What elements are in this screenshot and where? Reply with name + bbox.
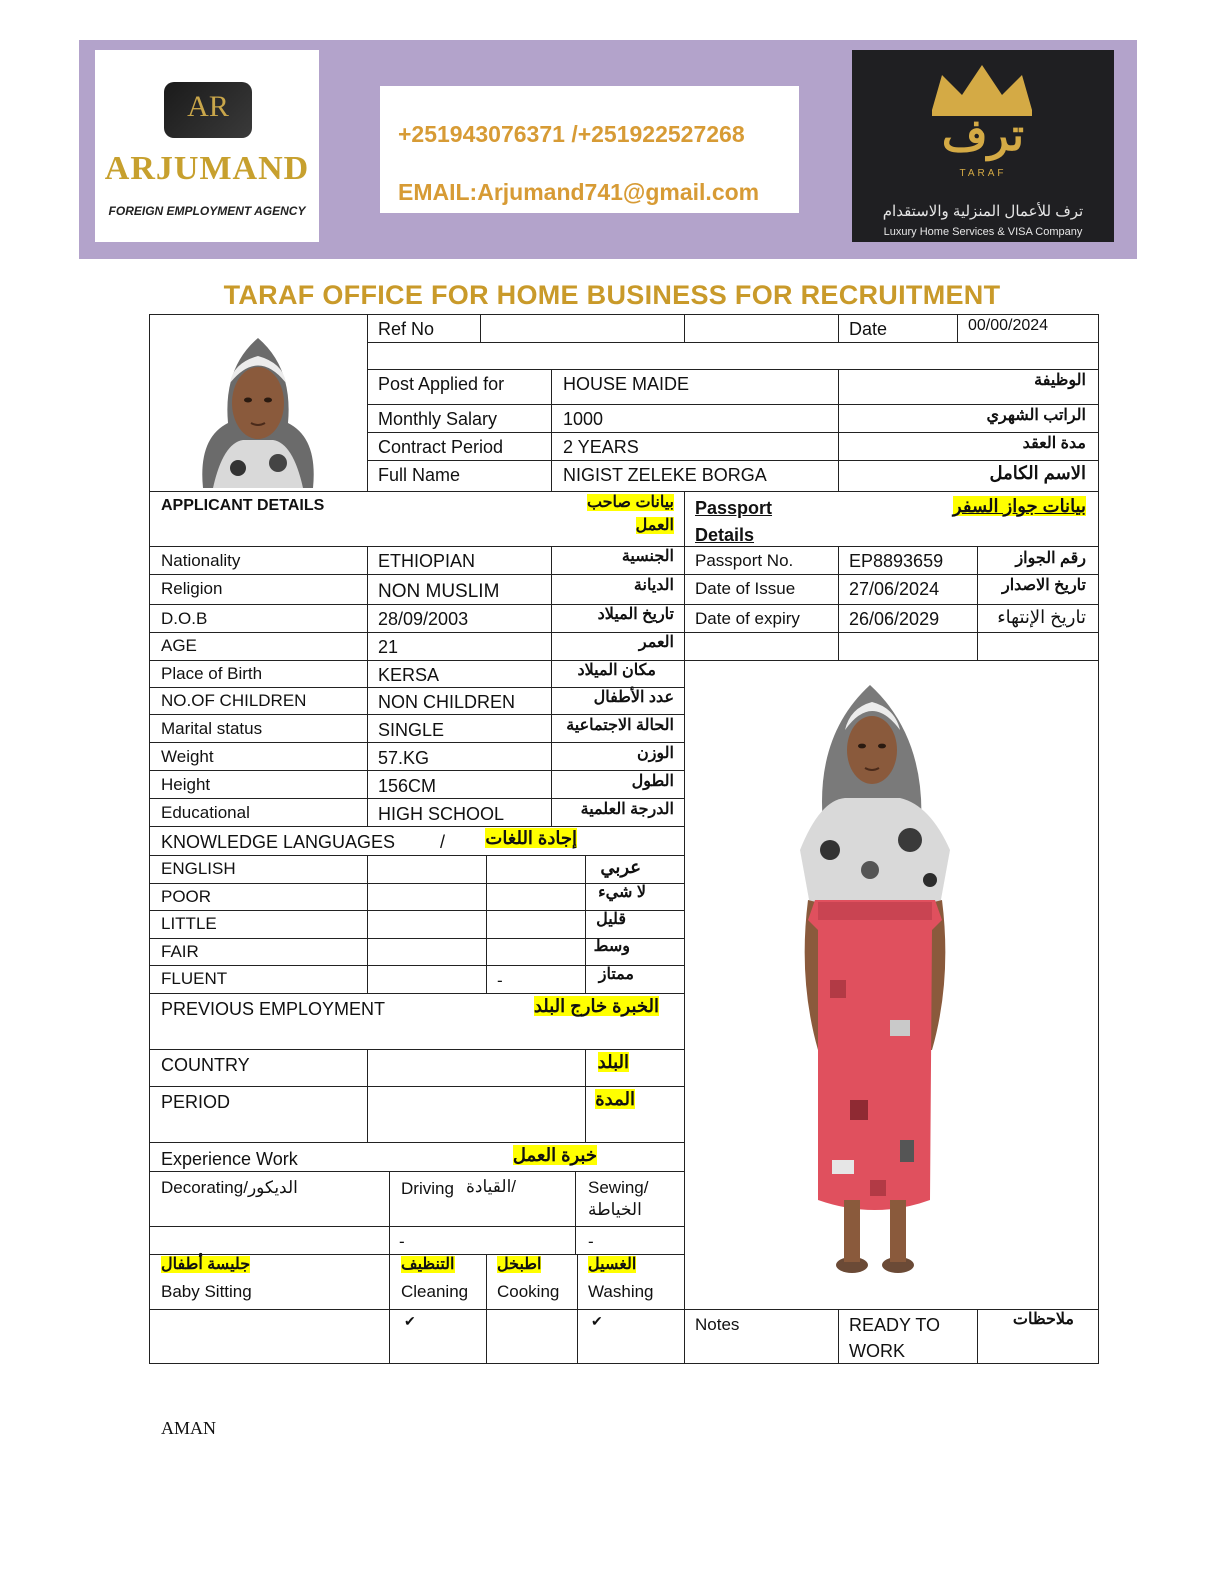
arjumand-brand: ARJUMAND [104, 150, 310, 187]
expiry-date-label: Date of expiry [695, 609, 800, 628]
sewing-mark: - [588, 1232, 594, 1251]
height-label-ar: الطول [631, 773, 674, 790]
marital-label: Marital status [161, 719, 263, 738]
washing-label: Washing [588, 1282, 654, 1301]
religion-value: NON MUSLIM [378, 581, 500, 602]
arjumand-monogram [164, 82, 252, 138]
country-label-ar: البلد [597, 1052, 629, 1072]
taraf-arabic-line: ترف للأعمال المنزلية والاستقدام [882, 203, 1084, 220]
weight-label: Weight [161, 747, 214, 766]
baby-sitting-label: Baby Sitting [161, 1282, 252, 1301]
expiry-date-label-ar: تاريخ الإنتهاء [997, 607, 1086, 627]
taraf-name: TARAF [959, 168, 1007, 179]
post-label-ar: الوظيفة [1034, 372, 1086, 389]
contract-label: Contract Period [378, 437, 504, 457]
contract-value: 2 YEARS [563, 437, 639, 457]
applicant-portrait-photo [183, 328, 333, 488]
footer-text: AMAN [161, 1418, 217, 1438]
arjumand-logo [95, 50, 319, 242]
weight-label-ar: الوزن [636, 745, 674, 762]
arjumand-subtitle: FOREIGN EMPLOYMENT AGENCY [108, 204, 306, 218]
baby-sitting-ar: جليسة أطفال [161, 1256, 251, 1273]
applicant-heading-ar-1: بيانات صاحب [586, 494, 674, 511]
washing-check: ✔ [591, 1313, 603, 1329]
dob-label-ar: تاريخ الميلاد [597, 606, 674, 623]
previous-employment-heading-ar: الخبرة خارج البلد [533, 996, 659, 1016]
previous-employment-heading: PREVIOUS EMPLOYMENT [161, 999, 386, 1019]
applicant-details-heading: APPLICANT DETAILS [161, 497, 325, 514]
education-label: Educational [161, 803, 250, 822]
taraf-arabic-mark: ترف [941, 110, 1025, 161]
level-fluent-label: FLUENT [161, 969, 228, 988]
level-poor-ar: لا شيء [598, 884, 646, 901]
taraf-english-line: Luxury Home Services & VISA Company [883, 226, 1083, 238]
height-value: 156CM [378, 776, 437, 796]
taraf-logo [852, 50, 1114, 242]
issue-date-label-ar: تاريخ الاصدار [1001, 577, 1086, 594]
contract-label-ar: مدة العقد [1022, 435, 1086, 452]
salary-label-ar: الراتب الشهري [986, 407, 1086, 424]
driving-label-ar: /القيادة [466, 1177, 517, 1196]
date-value: 00/00/2024 [968, 317, 1049, 334]
notes-value-line-1: READY TO [849, 1315, 941, 1335]
nationality-label: Nationality [161, 551, 241, 570]
languages-heading-ar: إجادة اللغات [485, 828, 577, 848]
monogram-text: AR [187, 90, 229, 123]
ref-no-label: Ref No [378, 319, 435, 339]
period-label-ar: المدة [595, 1089, 635, 1109]
applicant-heading-ar-2: العمل [635, 517, 674, 534]
nationality-label-ar: الجنسية [621, 548, 674, 565]
issue-date-value: 27/06/2024 [849, 579, 940, 599]
dob-value: 28/09/2003 [378, 609, 469, 629]
sewing-label: Sewing/ [588, 1178, 649, 1197]
birth-place-value: KERSA [378, 665, 440, 685]
languages-heading: KNOWLEDGE LANGUAGES [161, 832, 396, 852]
full-name-label-ar: الاسم الكامل [989, 463, 1086, 483]
language-arabic-label: عربي [600, 857, 641, 877]
level-little-ar: قليل [596, 911, 626, 928]
page-title: TARAF OFFICE FOR HOME BUSINESS FOR RECRUITMENT [223, 280, 1001, 310]
full-name-value: NIGIST ZELEKE BORGA [563, 465, 767, 485]
weight-value: 57.KG [378, 748, 430, 768]
languages-slash: / [440, 832, 446, 852]
religion-label: Religion [161, 579, 223, 598]
cooking-label: Cooking [497, 1282, 560, 1301]
level-fair-label: FAIR [161, 942, 199, 961]
children-value: NON CHILDREN [378, 692, 516, 712]
cooking-ar: اطبخل [497, 1256, 542, 1273]
children-label-ar: عدد الأطفال [593, 689, 674, 706]
nationality-value: ETHIOPIAN [378, 551, 476, 571]
notes-label-ar: ملاحظات [1012, 1311, 1074, 1328]
passport-no-value: EP8893659 [849, 551, 944, 571]
passport-no-label-ar: رقم الجواز [1015, 550, 1086, 567]
passport-heading-1: Passport [695, 498, 773, 518]
cleaning-ar: التنظيف [401, 1256, 455, 1273]
age-value: 21 [378, 637, 399, 657]
children-label: NO.OF CHILDREN [161, 691, 307, 710]
passport-heading-ar: بيانات جواز السفر [952, 496, 1086, 516]
applicant-full-body-photo [770, 680, 980, 1282]
issue-date-label: Date of Issue [695, 579, 796, 598]
height-label: Height [161, 775, 211, 794]
age-label: AGE [161, 636, 197, 655]
experience-heading: Experience Work [161, 1149, 298, 1169]
education-label-ar: الدرجة العلمية [580, 801, 674, 818]
marital-value: SINGLE [378, 720, 445, 740]
driving-mark: - [399, 1232, 405, 1251]
religion-label-ar: الديانة [633, 577, 674, 594]
washing-ar: الغسيل [588, 1256, 637, 1273]
level-fluent-ar: ممتاز [598, 966, 634, 983]
cleaning-check: ✔ [404, 1313, 416, 1329]
notes-label: Notes [695, 1315, 740, 1334]
sewing-label-ar: الخياطة [588, 1200, 642, 1219]
decorating-label: Decorating/الديكور [161, 1178, 298, 1197]
level-poor-label: POOR [161, 887, 212, 906]
language-english-label: ENGLISH [161, 859, 236, 878]
notes-value-line-2: WORK [849, 1341, 905, 1361]
level-fair-ar: وسط [593, 938, 630, 955]
birth-place-label: Place of Birth [161, 664, 263, 683]
passport-no-label: Passport No. [695, 551, 794, 570]
marital-label-ar: الحالة الاجتماعية [566, 717, 674, 734]
passport-heading-2: Details [695, 525, 755, 545]
dob-label: D.O.B [161, 609, 208, 628]
expiry-date-value: 26/06/2029 [849, 609, 940, 629]
contact-phones: +251943076371 /+251922527268 [398, 121, 745, 147]
experience-heading-ar: خبرة العمل [512, 1145, 597, 1165]
period-label: PERIOD [161, 1092, 231, 1112]
country-label: COUNTRY [161, 1055, 250, 1075]
level-fluent-mark: - [497, 971, 503, 990]
cleaning-label: Cleaning [401, 1282, 469, 1301]
age-label-ar: العمر [638, 634, 674, 651]
education-value: HIGH SCHOOL [378, 804, 505, 824]
driving-label: Driving [401, 1179, 454, 1198]
level-little-label: LITTLE [161, 914, 217, 933]
post-label: Post Applied for [378, 374, 505, 394]
full-name-label: Full Name [378, 465, 461, 485]
birth-place-label-ar: مكان الميلاد [577, 662, 656, 679]
salary-label: Monthly Salary [378, 409, 498, 429]
contact-email: EMAIL:Arjumand741@gmail.com [398, 179, 760, 205]
contact-box [380, 86, 799, 213]
salary-value: 1000 [563, 409, 604, 429]
date-label: Date [849, 319, 888, 339]
post-value: HOUSE MAIDE [563, 374, 690, 394]
